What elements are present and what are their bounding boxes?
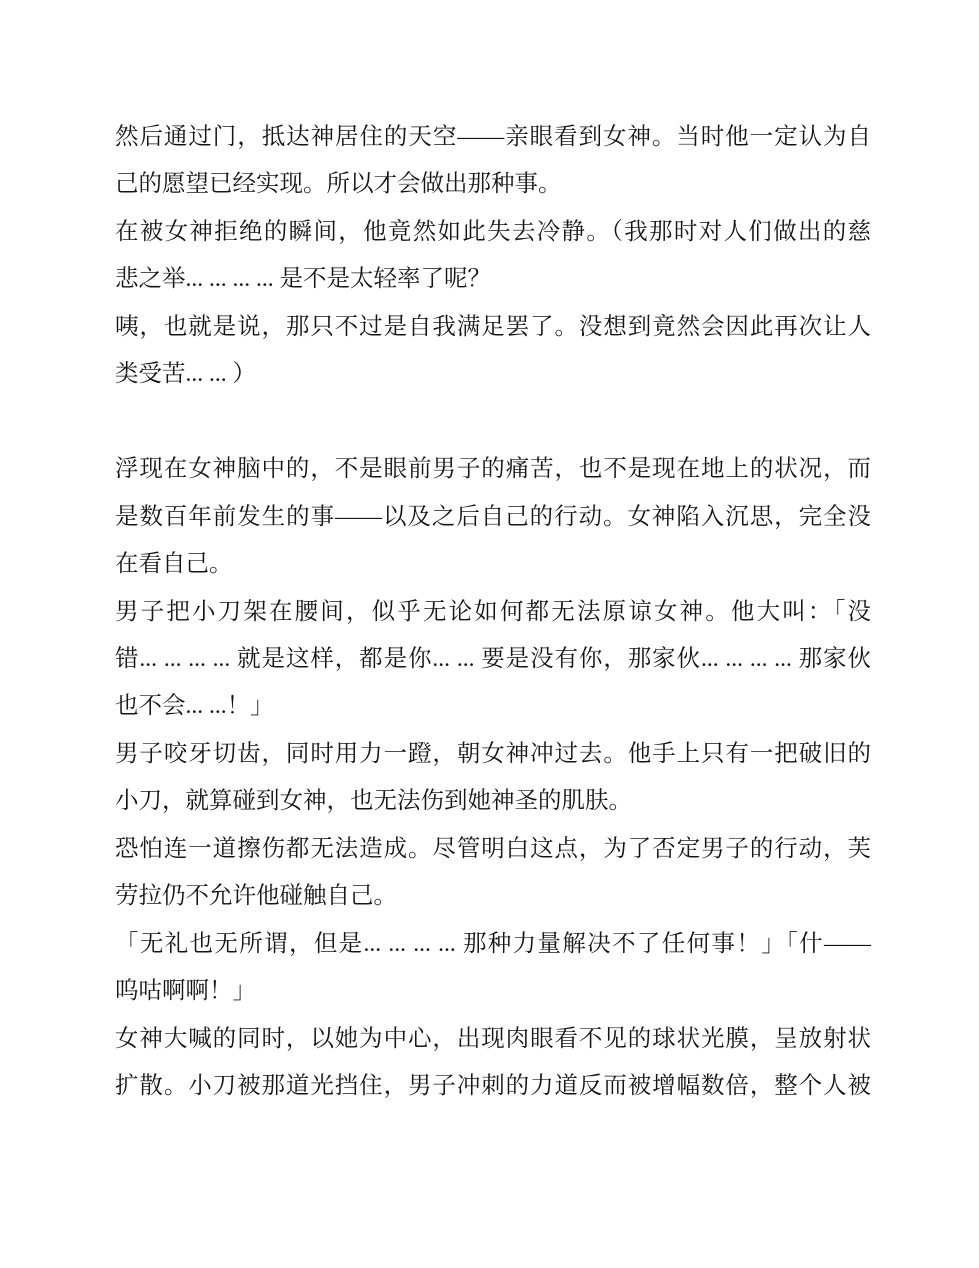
text-line: 女神大喊的同时，以她为中心，出现肉眼看不见的球状光膜，呈放射状	[115, 1025, 871, 1052]
text-line: 咦，也就是说，那只不过是自我满足罢了。没想到竟然会因此再次让人	[115, 313, 871, 340]
text-line: 扩散。小刀被那道光挡住，男子冲刺的力道反而被增幅数倍，整个人被	[115, 1073, 871, 1100]
text-line: 小刀，就算碰到女神，也无法伤到她神圣的肌肤。	[115, 788, 632, 815]
text-line: 然后通过门，抵达神居住的天空——亲眼看到女神。当时他一定认为自	[115, 124, 871, 150]
text-line: 「无礼也无所谓，但是... ... ... ... 那种力量解决不了任何事！」「什——	[115, 930, 871, 957]
text-line: 呜咕啊啊！」	[115, 978, 256, 1005]
text-line: 恐怕连一道擦伤都无法造成。尽管明白这点，为了否定男子的行动，芙	[115, 835, 871, 862]
text-line: 在被女神拒绝的瞬间，他竟然如此失去冷静。（我那时对人们做出的慈	[115, 218, 871, 245]
text-line: 也不会... ...！」	[115, 693, 274, 720]
text-line: 悲之举... ... ... ... 是不是太轻率了呢？	[115, 266, 491, 293]
text-line: 错... ... ... ... 就是这样，都是你... ... 要是没有你，那家伙... ... ... ... 那家伙	[115, 645, 871, 672]
text-line: 劳拉仍不允许他碰触自己。	[115, 883, 397, 910]
blank-line	[115, 399, 871, 446]
text-line: 类受苦... ... ）	[115, 361, 256, 388]
text-line: 浮现在女神脑中的，不是眼前男子的痛苦，也不是现在地上的状况，而	[115, 456, 871, 483]
text-line: 男子咬牙切齿，同时用力一蹬，朝女神冲过去。他手上只有一把破旧的	[115, 740, 871, 767]
text-line: 在看自己。	[115, 551, 233, 578]
text-line: 是数百年前发生的事——以及之后自己的行动。女神陷入沉思，完全没	[115, 503, 871, 530]
text-line: 男子把小刀架在腰间，似乎无论如何都无法原谅女神。他大叫：「没	[115, 598, 871, 625]
novel-text-block	[115, 114, 871, 1111]
text-line: 己的愿望已经实现。所以才会做出那种事。	[115, 171, 562, 198]
